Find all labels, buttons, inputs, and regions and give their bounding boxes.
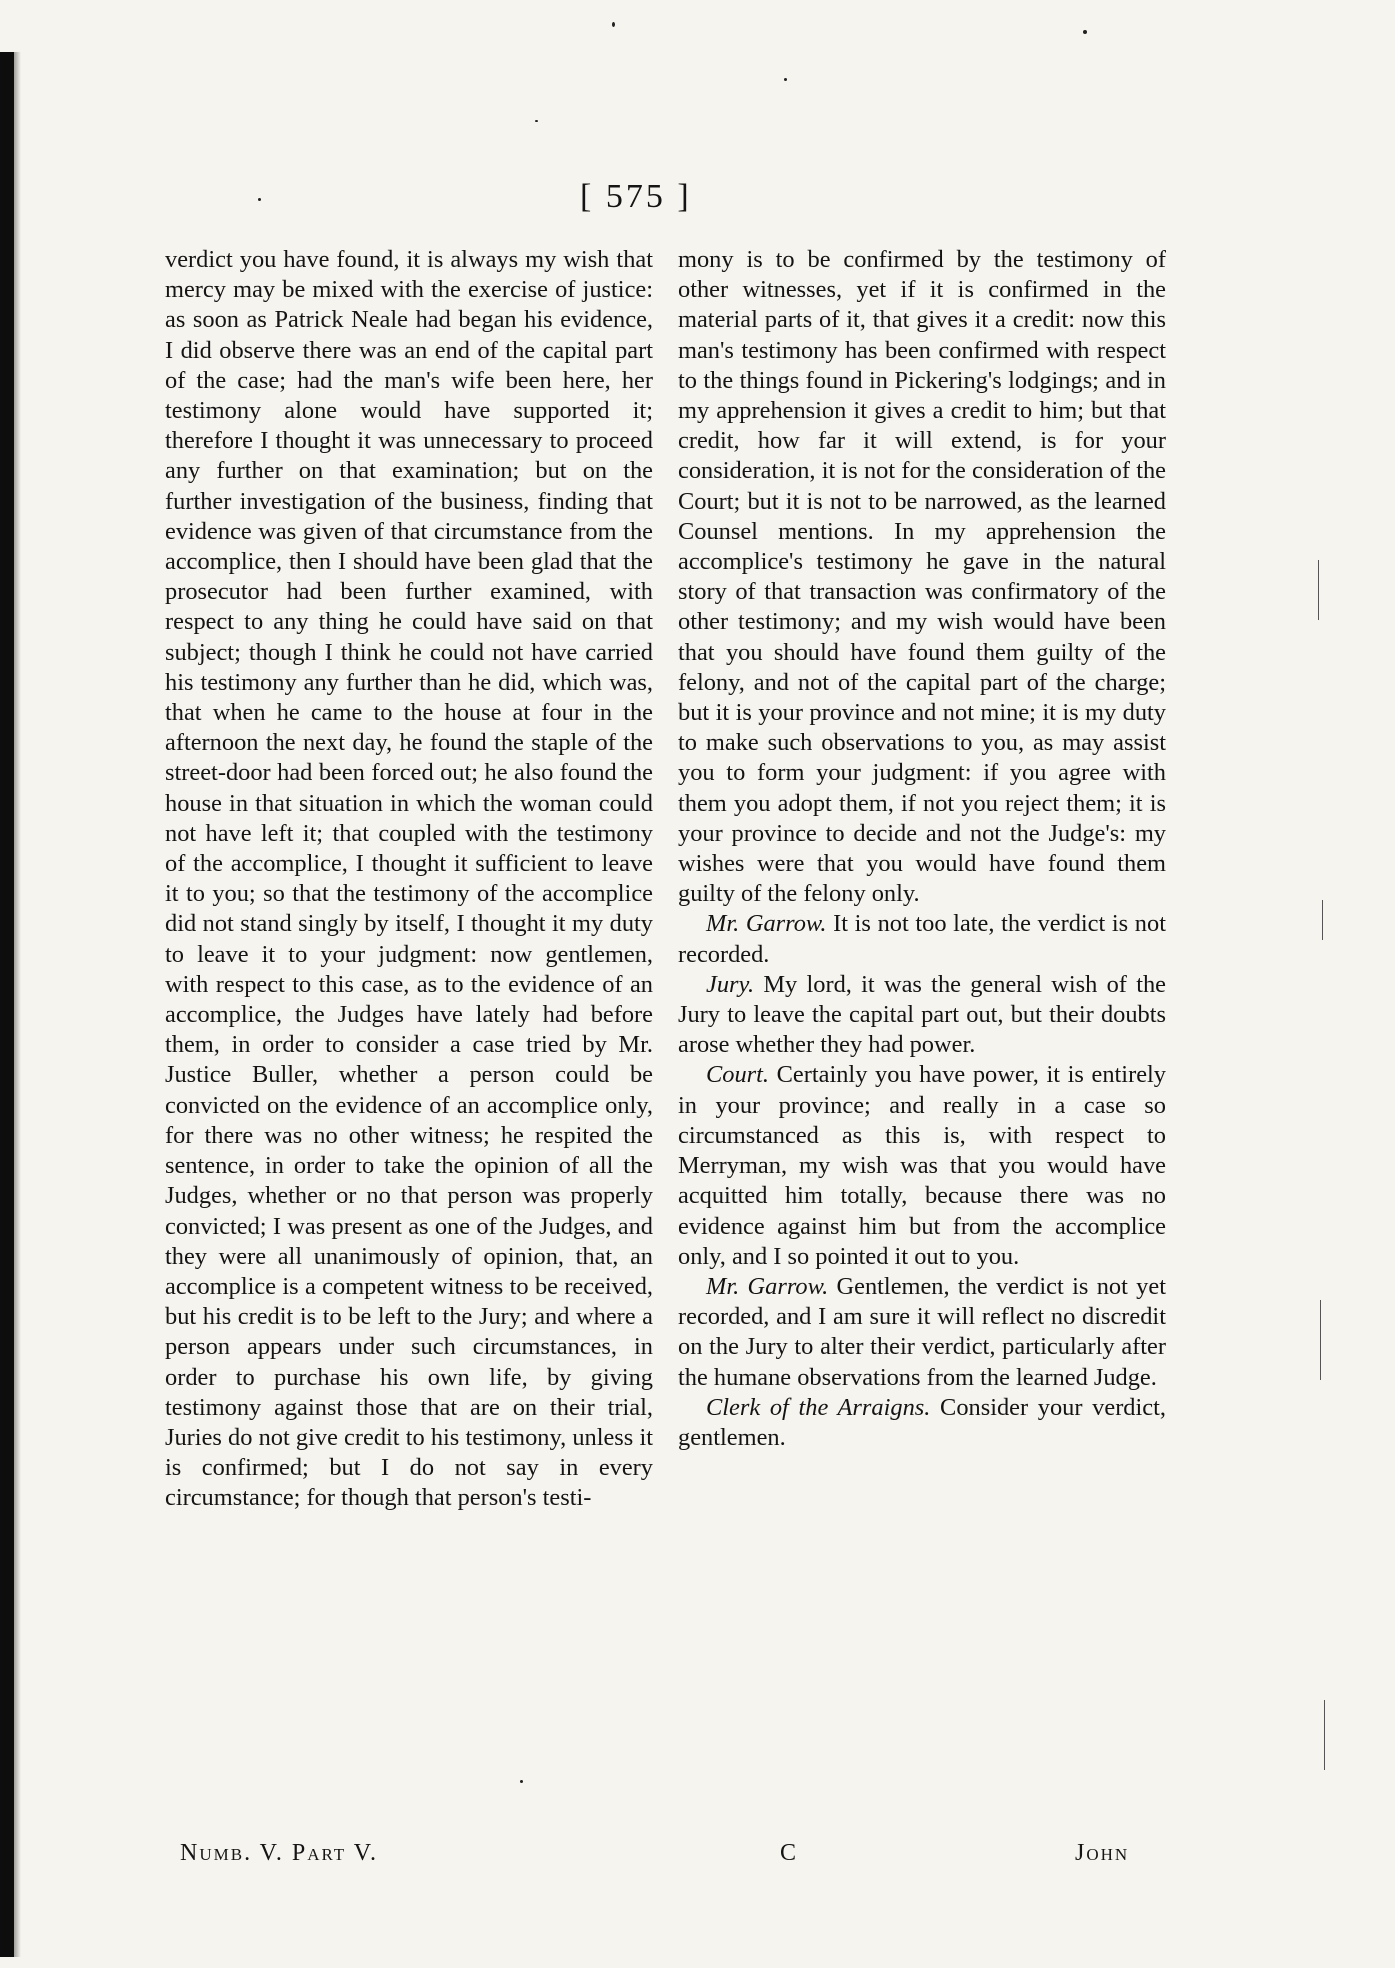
exchange-text: It is not too late, the verdict is not recorded. [678, 910, 1166, 968]
paper-speck [784, 78, 787, 81]
right-column-continuation: mony is to be confirmed by the testimony of other witnesses, yet if it is confirmed in the material parts of it, that gives it a credit: now this man's testimony has been confirmed with respect to the things found in Pickering's lodgings; and in my apprehension it gives a credit to him; but that credit, how far it will extend, is for your consideration, it is not for the consideration of the Court; but it is not to be narrowed, as the learned Counsel mentions. In my apprehension the accomplice's testimony he gave in the natural story of that transaction was confirmatory of the other testimony; and my wish would have been that you should have found them guilty of the felony, and not of the capital part of the charge; but it is your province and not mine; it is my duty to make such observations to you, as may assist you to form your judgment: if you agree with them you adopt them, if not you reject them; it is your province to decide and not the Judge's: my wishes were that you would have found them guilty of the felony only. [678, 246, 1166, 908]
paper-scratch [1320, 1300, 1321, 1380]
paper-speck [520, 1780, 523, 1783]
book-spine-shadow [0, 52, 14, 1957]
exchange-paragraph [678, 1272, 1166, 1393]
signature-line: Numb. V. Part V. [180, 1840, 378, 1866]
speaker-name: Clerk of the Arraigns. [706, 1393, 931, 1421]
exchange-text: Gentlemen, the verdict is not yet recorded, and I am sure it will reflect no discredit on the Jury to alter their verdict, particularly after the humane observations from the learned Judge. [678, 1272, 1166, 1391]
gutter-shade [14, 52, 21, 1957]
paper-speck [612, 22, 615, 27]
catchword: John [1075, 1840, 1130, 1866]
speaker-name: Jury. [706, 970, 755, 998]
exchange-paragraph [678, 970, 1166, 1061]
paper-scratch [1324, 1700, 1325, 1770]
exchange-paragraph [678, 909, 1166, 969]
speaker-name: Court. [706, 1061, 770, 1089]
paper-scratch [1322, 900, 1323, 940]
exchange-paragraph [678, 1393, 1166, 1453]
right-column [678, 245, 1166, 1453]
exchange-text: My lord, it was the general wish of the Jury to leave the capital part out, but their doubts arose whether they had power. [678, 970, 1166, 1059]
speaker-name: Mr. Garrow. [706, 910, 827, 938]
paper-speck [1083, 30, 1087, 34]
left-column [165, 245, 653, 1514]
page-number: [ 575 ] [580, 178, 692, 215]
speaker-name: Mr. Garrow. [706, 1272, 829, 1300]
signature-mark: C [780, 1840, 797, 1866]
left-column-text: verdict you have found, it is always my wish that mercy may be mixed with the exercise of justice: as soon as Patrick Neale had began his evidence, I did observe there was an end of the capital part of the case; had the man's wife been here, her testimony alone would have supported it; therefore I thought it was unnecessary to proceed any further on that examination; but on the further investigation of the business, finding that evidence was given of that circumstance from the accomplice, then I should have been glad that the prosecutor had been further examined, with respect to any thing he could have said on that subject; though I think he could not have carried his testimony any further than he did, which was, that when he came to the house at four in the afternoon the next day, he found the staple of the street-door had been forced out; he also found the house in that situation in which the woman could not have left it; that coupled with the testimony of the accomplice, I thought it sufficient to leave it to you; so that the testimony of the accomplice did not stand singly by itself, I thought it my duty to leave it to your judgment: now gentlemen, with respect to this case, as to the evidence of an accomplice, the Judges have lately had before them, in order to consider a case tried by Mr. Justice Buller, whether a person could be convicted on the evidence of an accomplice only, for there was no other witness; he respited the sentence, in order to take the opinion of all the Judges, whether or no that person was properly convicted; I was present as one of the Judges, and they were all unanimously of opinion, that, an accomplice is a competent witness to be received, but his credit is to be left to the Jury; and where a person appears under such circumstances, in order to purchase his own life, by giving testimony against those that are on their trial, Juries do not give credit to his testimony, unless it is confirmed; but I do not say in every circumstance; for though that person's testi- [165, 246, 653, 1512]
paper-scratch [1318, 560, 1319, 620]
paper-speck [258, 198, 261, 201]
paper-speck [535, 120, 538, 122]
exchange-text: Consider your verdict, gentlemen. [678, 1393, 1166, 1451]
exchange-text: Certainly you have power, it is entirely in your province; and really in a case so circumstanced as this is, with respect to Merryman, my wish was that you would have acquitted him totally, because there was no evidence against him but from the accomplice only, and I so pointed it out to you. [678, 1061, 1166, 1270]
exchange-paragraph [678, 1060, 1166, 1271]
